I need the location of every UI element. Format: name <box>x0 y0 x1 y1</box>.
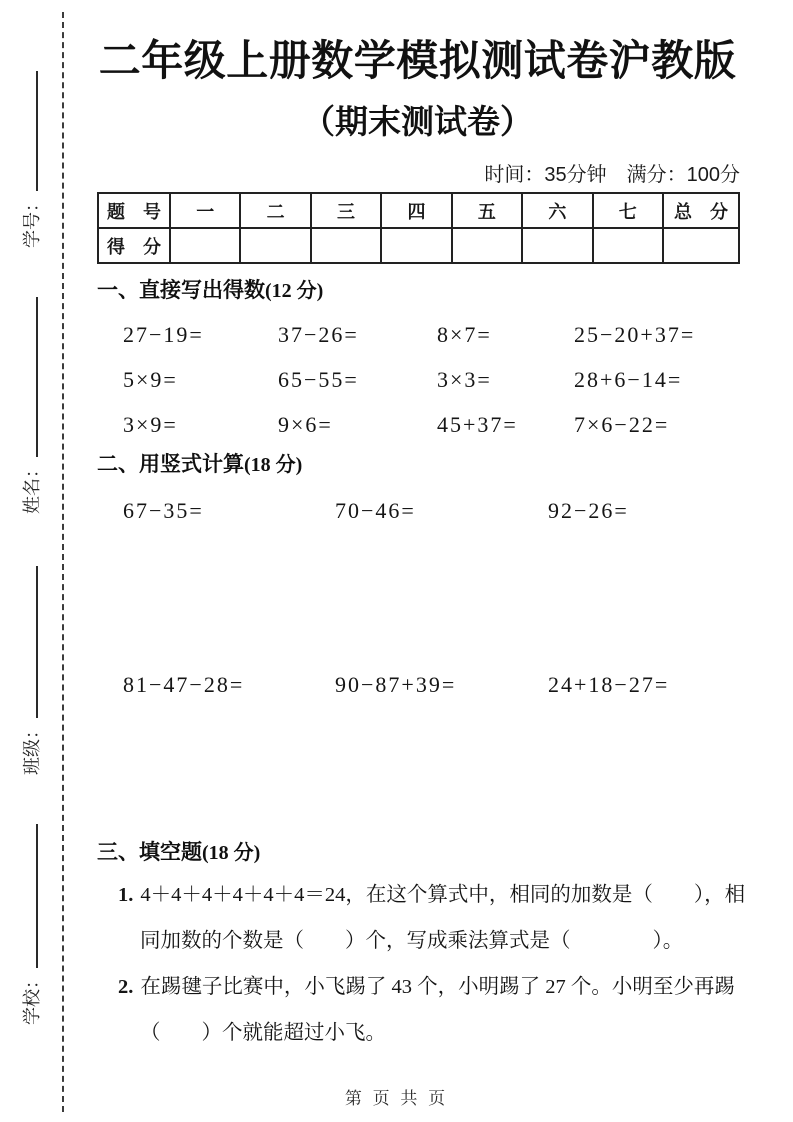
section-2-problems-row-1 <box>123 488 629 533</box>
problem-expression: 3×3= <box>437 367 492 392</box>
item-line <box>118 872 747 918</box>
side-field-school <box>16 824 44 1025</box>
problem-expression: 37−26= <box>278 322 359 347</box>
section-3-heading: 三、填空题 <box>97 841 202 864</box>
problem-expression: 67−35= <box>123 498 204 523</box>
score-cell-empty <box>240 228 310 263</box>
score-table-header-row <box>98 193 739 228</box>
score-cell-empty <box>593 228 663 263</box>
student-id-blank-line <box>16 71 38 191</box>
time-and-score-info: 时间：35分钟 满分：100分 <box>484 164 740 186</box>
problem-expression: 3×9= <box>123 412 178 437</box>
problem-expression: 45+37= <box>437 412 518 437</box>
score-table-header-cell: 一 <box>170 193 240 228</box>
item-text-line: 同加数的个数是（ ）个，写成乘法算式是（ ）。 <box>140 930 684 952</box>
problem-expression: 90−87+39= <box>335 672 457 697</box>
footer-page-number: 第 页 共 页 <box>344 1089 449 1108</box>
problem-expression: 81−47−28= <box>123 672 245 697</box>
section-1-problems <box>123 312 695 447</box>
section-1-heading: 一、直接写出得数 <box>97 279 265 302</box>
problem-expression: 92−26= <box>548 498 629 523</box>
side-field-name <box>16 297 44 514</box>
section-3-score: (18 分) <box>202 842 261 864</box>
score-table-header-cell: 五 <box>452 193 522 228</box>
score-table-header-cell: 二 <box>240 193 310 228</box>
problem-expression: 9×6= <box>278 412 333 437</box>
section-1-header <box>97 274 323 304</box>
score-table-header-cell: 四 <box>381 193 451 228</box>
school-blank-line <box>16 824 38 968</box>
fill-blank-item-1 <box>118 872 747 964</box>
student-id-label: 学号： <box>22 194 42 248</box>
score-table-header-cell: 三 <box>311 193 381 228</box>
item-line <box>118 964 747 1010</box>
section-2-problems-row-2 <box>123 662 669 707</box>
item-text-line: 在踢毽子比赛中，小飞踢了 43 个，小明踢了 27 个。小明至少再踢 <box>140 976 735 998</box>
problem-expression: 5×9= <box>123 367 178 392</box>
score-cell-empty <box>663 228 739 263</box>
score-cell-empty <box>452 228 522 263</box>
score-table <box>97 192 740 264</box>
score-cell-empty <box>170 228 240 263</box>
class-blank-line <box>16 566 38 718</box>
problem-expression: 25−20+37= <box>574 322 696 347</box>
score-table-header-cell: 总 分 <box>663 193 739 228</box>
score-cell-empty <box>381 228 451 263</box>
problem-expression: 27−19= <box>123 322 204 347</box>
score-cell-empty <box>311 228 381 263</box>
problem-expression: 7×6−22= <box>574 412 670 437</box>
school-label: 学校： <box>22 971 42 1025</box>
problem-expression: 8×7= <box>437 322 492 347</box>
fill-blank-item-2 <box>118 964 747 1056</box>
section-2-heading: 二、用竖式计算 <box>97 453 244 476</box>
name-label: 姓名： <box>22 460 42 514</box>
section-2-header <box>97 448 302 478</box>
section-1-score: (12 分) <box>265 280 324 302</box>
side-field-student-id <box>16 71 44 248</box>
item-text-line: 4＋4＋4＋4＋4＋4＝24，在这个算式中，相同的加数是（ ），相 <box>140 884 746 906</box>
item-text-line: （ ）个就能超过小飞。 <box>140 1022 386 1044</box>
section-2-score: (18 分) <box>244 454 303 476</box>
class-label: 班级： <box>22 721 42 775</box>
score-row-label: 得 分 <box>98 228 170 263</box>
problem-expression: 24+18−27= <box>548 672 670 697</box>
binding-dashed-line <box>62 12 64 1112</box>
score-table-header-cell: 六 <box>522 193 592 228</box>
problem-expression: 70−46= <box>335 498 416 523</box>
problem-expression: 28+6−14= <box>574 367 683 392</box>
name-blank-line <box>16 297 38 457</box>
score-cell-empty <box>522 228 592 263</box>
item-number: 1. <box>118 884 134 906</box>
score-table-header-cell: 题 号 <box>98 193 170 228</box>
side-field-class <box>16 566 44 775</box>
section-3-header <box>97 836 260 866</box>
page-subtitle: （期末测试卷） <box>302 103 533 140</box>
page-title: 二年级上册数学模拟测试卷沪教版 <box>98 37 737 84</box>
score-table-score-row <box>98 228 739 263</box>
problem-expression: 65−55= <box>278 367 359 392</box>
item-number: 2. <box>118 976 134 998</box>
score-table-header-cell: 七 <box>593 193 663 228</box>
